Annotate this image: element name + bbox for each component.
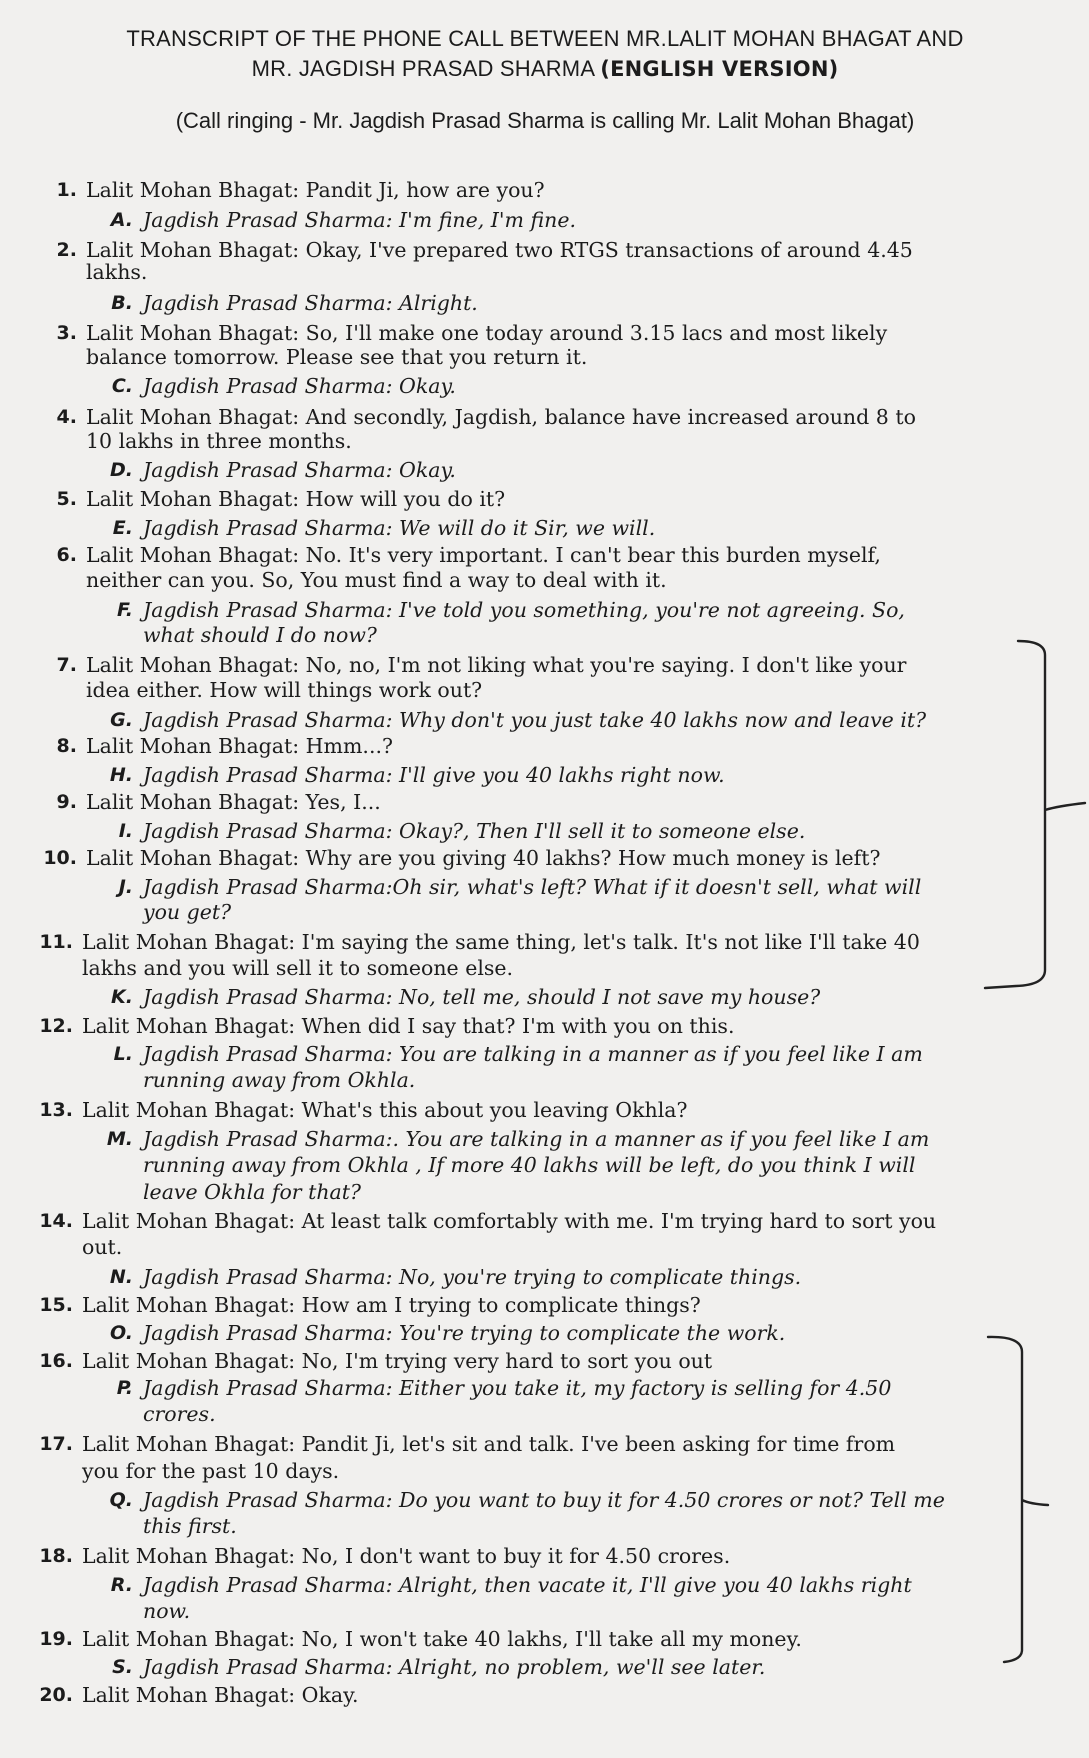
line-text: Jagdish Prasad Sharma: You are talking in a manner as if you feel like I am <box>143 1042 923 1066</box>
line-text: Jagdish Prasad Sharma: I've told you something, you're not agreeing. So, <box>143 598 905 622</box>
line-text: Lalit Mohan Bhagat: When did I say that? I'm with you on this. <box>82 1014 735 1038</box>
line-number: 19. <box>39 1628 73 1650</box>
line-text: Jagdish Prasad Sharma: You're trying to complicate the work. <box>143 1321 786 1345</box>
line-text: Lalit Mohan Bhagat: No, I don't want to buy it for 4.50 crores. <box>82 1544 731 1568</box>
line-text: balance tomorrow. Please see that you return it. <box>86 345 588 369</box>
line-number: 5. <box>56 488 77 510</box>
line-number: 13. <box>39 1099 73 1121</box>
line-text: Lalit Mohan Bhagat: I'm saying the same thing, let's talk. It's not like I'll take 40 <box>82 930 920 954</box>
line-text: what should I do now? <box>143 623 377 647</box>
title-line-1: TRANSCRIPT OF THE PHONE CALL BETWEEN MR.LALIT MOHAN BHAGAT AND <box>126 26 964 51</box>
line-number: 18. <box>39 1545 73 1567</box>
line-text: Jagdish Prasad Sharma: I'm fine, I'm fine. <box>143 208 576 232</box>
line-number: 8. <box>56 735 77 757</box>
line-text: Lalit Mohan Bhagat: Okay, I've prepared two RTGS transactions of around 4.45 <box>86 238 913 262</box>
line-letter: E. <box>112 517 133 539</box>
line-text: Lalit Mohan Bhagat: And secondly, Jagdish, balance have increased around 8 to <box>86 405 916 429</box>
line-number: 9. <box>56 791 77 813</box>
title-line-2-text: MR. JAGDISH PRASAD SHARMA <box>251 56 594 81</box>
line-number: 3. <box>56 322 77 344</box>
line-letter: L. <box>113 1043 133 1065</box>
line-text: Lalit Mohan Bhagat: No, I won't take 40 lakhs, I'll take all my money. <box>82 1627 802 1651</box>
line-letter: K. <box>111 986 133 1008</box>
line-text: neither can you. So, You must find a way to deal with it. <box>86 568 667 592</box>
line-text: Jagdish Prasad Sharma:. You are talking in a manner as if you feel like I am <box>143 1127 930 1151</box>
line-letter: I. <box>118 820 133 842</box>
line-number: 6. <box>56 544 77 566</box>
line-text: running away from Okhla. <box>143 1068 416 1092</box>
line-text: Lalit Mohan Bhagat: Pandit Ji, let's sit and talk. I've been asking for time from <box>82 1432 896 1456</box>
call-intro: (Call ringing - Mr. Jagdish Prasad Sharma is calling Mr. Lalit Mohan Bhagat) <box>175 108 915 133</box>
line-text: you get? <box>143 900 232 924</box>
line-text: Jagdish Prasad Sharma: No, you're trying to complicate things. <box>143 1265 802 1289</box>
line-number: 7. <box>56 654 77 676</box>
line-letter: N. <box>109 1266 133 1288</box>
line-text: lakhs and you will sell it to someone else. <box>82 956 514 980</box>
line-text: Lalit Mohan Bhagat: So, I'll make one today around 3.15 lacs and most likely <box>86 321 888 345</box>
line-text: 10 lakhs in three months. <box>86 429 352 453</box>
line-text: Jagdish Prasad Sharma: Do you want to buy it for 4.50 crores or not? Tell me <box>143 1488 945 1512</box>
line-letter: G. <box>110 709 133 731</box>
line-text: Jagdish Prasad Sharma:Oh sir, what's left? What if it doesn't sell, what will <box>143 875 922 899</box>
line-text: Jagdish Prasad Sharma: Alright, then vacate it, I'll give you 40 lakhs right <box>143 1573 912 1597</box>
line-text: lakhs. <box>86 260 148 284</box>
line-text: leave Okhla for that? <box>143 1180 362 1204</box>
line-letter: B. <box>111 292 133 314</box>
line-text: Jagdish Prasad Sharma: Why don't you just take 40 lakhs now and leave it? <box>143 708 927 732</box>
line-letter: J. <box>118 876 133 898</box>
line-text: Lalit Mohan Bhagat: Why are you giving 40 lakhs? How much money is left? <box>86 846 881 870</box>
line-text: now. <box>143 1599 191 1623</box>
line-text: Jagdish Prasad Sharma: Either you take it, my factory is selling for 4.50 <box>143 1376 892 1400</box>
line-letter: F. <box>116 599 133 621</box>
line-text: Jagdish Prasad Sharma: Okay?, Then I'll sell it to someone else. <box>143 819 806 843</box>
line-number: 10. <box>43 847 77 869</box>
line-text: Lalit Mohan Bhagat: No, I'm trying very hard to sort you out <box>82 1349 713 1373</box>
line-number: 17. <box>39 1433 73 1455</box>
title-version: (ENGLISH VERSION) <box>600 57 839 81</box>
line-number: 15. <box>39 1294 73 1316</box>
line-letter: O. <box>110 1322 133 1344</box>
line-text: Lalit Mohan Bhagat: No. It's very important. I can't bear this burden myself, <box>86 543 881 567</box>
line-number: 4. <box>56 406 77 428</box>
line-letter: D. <box>110 459 133 481</box>
line-text: Jagdish Prasad Sharma: Alright. <box>143 291 478 315</box>
line-number: 2. <box>56 239 77 261</box>
line-number: 12. <box>39 1015 73 1037</box>
line-text: Lalit Mohan Bhagat: How am I trying to complicate things? <box>82 1293 701 1317</box>
line-text: Jagdish Prasad Sharma: Okay. <box>143 458 456 482</box>
line-text: Jagdish Prasad Sharma: I'll give you 40 lakhs right now. <box>143 763 725 787</box>
line-number: 16. <box>39 1350 73 1372</box>
line-text: Jagdish Prasad Sharma: Alright, no problem, we'll see later. <box>143 1655 766 1679</box>
line-letter: A. <box>110 209 133 231</box>
line-text: Jagdish Prasad Sharma: No, tell me, should I not save my house? <box>143 985 821 1009</box>
line-text: Lalit Mohan Bhagat: Yes, I... <box>86 790 381 814</box>
line-letter: Q. <box>109 1489 133 1511</box>
margin-bracket-lower <box>988 1337 1048 1662</box>
line-text: idea either. How will things work out? <box>86 678 483 702</box>
line-text: Lalit Mohan Bhagat: Okay. <box>82 1683 359 1707</box>
line-text: Jagdish Prasad Sharma: Okay. <box>143 374 456 398</box>
line-number: 14. <box>39 1210 73 1232</box>
line-text: Jagdish Prasad Sharma: We will do it Sir, we will. <box>143 516 656 540</box>
line-letter: S. <box>112 1656 133 1678</box>
line-text: Lalit Mohan Bhagat: At least talk comfortably with me. I'm trying hard to sort you <box>82 1209 937 1233</box>
line-text: this first. <box>143 1514 237 1538</box>
line-text: Lalit Mohan Bhagat: Hmm...? <box>86 734 393 758</box>
line-letter: M. <box>106 1128 133 1150</box>
line-text: you for the past 10 days. <box>82 1459 340 1483</box>
line-text: out. <box>82 1235 123 1259</box>
line-text: crores. <box>143 1402 216 1426</box>
line-letter: P. <box>116 1377 133 1399</box>
line-text: Lalit Mohan Bhagat: How will you do it? <box>86 487 506 511</box>
margin-bracket-upper <box>985 641 1085 988</box>
line-text: Lalit Mohan Bhagat: Pandit Ji, how are you? <box>86 178 545 202</box>
line-letter: C. <box>111 375 133 397</box>
line-text: running away from Okhla , If more 40 lakhs will be left, do you think I will <box>143 1153 916 1177</box>
line-text: Lalit Mohan Bhagat: What's this about you leaving Okhla? <box>82 1098 688 1122</box>
line-letter: R. <box>110 1574 133 1596</box>
line-number: 11. <box>39 931 73 953</box>
line-text: Lalit Mohan Bhagat: No, no, I'm not liking what you're saying. I don't like your <box>86 653 907 677</box>
line-number: 20. <box>39 1684 73 1706</box>
line-number: 1. <box>56 179 77 201</box>
line-letter: H. <box>109 764 133 786</box>
